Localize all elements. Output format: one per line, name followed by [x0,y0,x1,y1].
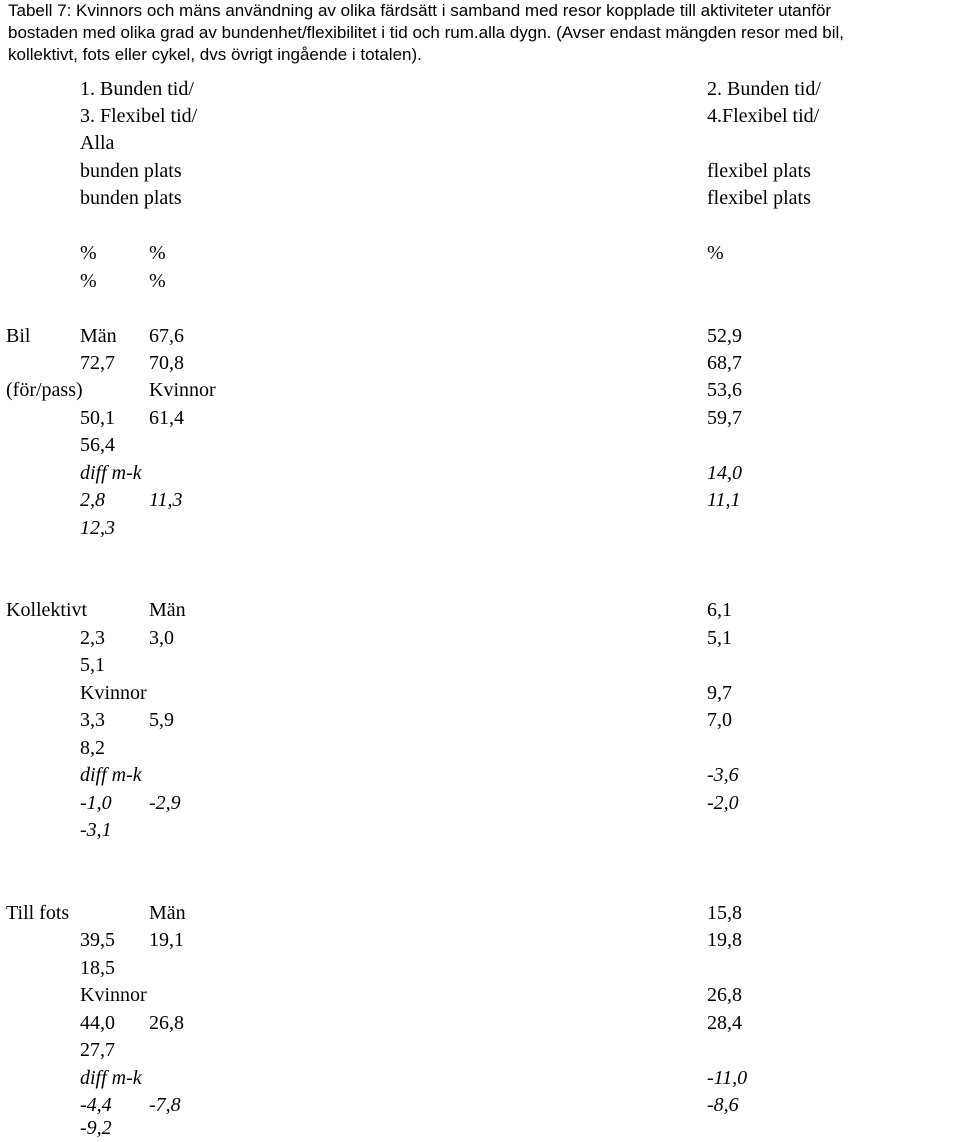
caption-line-2: bostaden med olika grad av bundenhet/flexibilitet i tid och rum.alla dygn. (Avser endast mängden resor med bil, [8,23,844,42]
cell-value: -2,9 [149,792,181,814]
group-label-kvinnor: Kvinnor [80,682,147,704]
cell-value: 5,1 [707,627,732,649]
cell-value: 9,7 [707,682,732,704]
caption-line-3: kollektivt, fots eller cykel, dvs övrigt ingående i totalen). [8,45,422,64]
cell-value: 14,0 [707,462,742,484]
row-label-bil-sub: (för/pass) [6,379,83,401]
cell-value: 53,6 [707,379,742,401]
group-label-kvinnor: Kvinnor [149,379,216,401]
cell-value: 6,1 [707,599,732,621]
cell-value: 11,1 [707,489,741,511]
row-label-tillfots: Till fots [6,902,70,924]
group-label-man: Män [149,902,186,924]
cell-value: 68,7 [707,352,742,374]
group-label-diff: diff m-k [80,1067,142,1089]
header-col2-line2: flexibel plats [707,160,811,182]
cell-value: 12,3 [80,517,115,539]
cell-value: 2,8 [80,489,105,511]
cell-value: 7,0 [707,709,732,731]
cell-value: 72,7 [80,352,115,374]
cell-value: 50,1 [80,407,115,429]
cell-value: 5,9 [149,709,174,731]
cell-value: 19,1 [149,929,184,951]
table-caption [8,0,958,66]
cell-value: -3,6 [707,764,739,786]
group-label-diff: diff m-k [80,462,142,484]
cell-value: 15,8 [707,902,742,924]
header-col4-line2: flexibel plats [707,187,811,209]
row-label-kollektivt: Kollektivt [6,599,88,621]
cell-value: -9,2 [80,1117,112,1139]
row-label-bil: Bil [6,325,31,347]
caption-line-1: Tabell 7: Kvinnors och mäns användning av olika färdsätt i samband med resor kopplade till aktiviteter utanför [8,1,832,20]
header-col1-line1: 1. Bunden tid/ [80,78,194,100]
header-col4-line1: 4.Flexibel tid/ [707,105,820,127]
cell-value: -8,6 [707,1094,739,1116]
cell-value: 8,2 [80,737,105,759]
cell-value: 18,5 [80,957,115,979]
header-col2-line1: 2. Bunden tid/ [707,78,821,100]
cell-value: 52,9 [707,325,742,347]
unit-percent-3: % [707,242,724,264]
cell-value: -7,8 [149,1094,181,1116]
cell-value: 27,7 [80,1039,115,1061]
header-col3-line2: bunden plats [80,187,182,209]
header-col3-line1: 3. Flexibel tid/ [80,105,198,127]
cell-value: 28,4 [707,1012,742,1034]
cell-value: 26,8 [707,984,742,1006]
cell-value: 67,6 [149,325,184,347]
cell-value: -4,4 [80,1094,112,1116]
unit-percent-4: % [80,270,97,292]
cell-value: -3,1 [80,819,112,841]
cell-value: 61,4 [149,407,184,429]
cell-value: 70,8 [149,352,184,374]
unit-percent-1: % [80,242,97,264]
cell-value: 11,3 [149,489,183,511]
cell-value: 59,7 [707,407,742,429]
cell-value: 3,3 [80,709,105,731]
cell-value: 19,8 [707,929,742,951]
unit-percent-2: % [149,242,166,264]
cell-value: 3,0 [149,627,174,649]
group-label-diff: diff m-k [80,764,142,786]
unit-percent-5: % [149,270,166,292]
cell-value: 2,3 [80,627,105,649]
cell-value: 26,8 [149,1012,184,1034]
cell-value: -1,0 [80,792,112,814]
header-col1-line2: bunden plats [80,160,182,182]
header-alla: Alla [80,132,115,154]
cell-value: -2,0 [707,792,739,814]
cell-value: 56,4 [80,434,115,456]
group-label-man: Män [149,599,186,621]
cell-value: -11,0 [707,1067,748,1089]
group-label-kvinnor: Kvinnor [80,984,147,1006]
cell-value: 39,5 [80,929,115,951]
cell-value: 5,1 [80,654,105,676]
cell-value: 44,0 [80,1012,115,1034]
group-label-man: Män [80,325,117,347]
